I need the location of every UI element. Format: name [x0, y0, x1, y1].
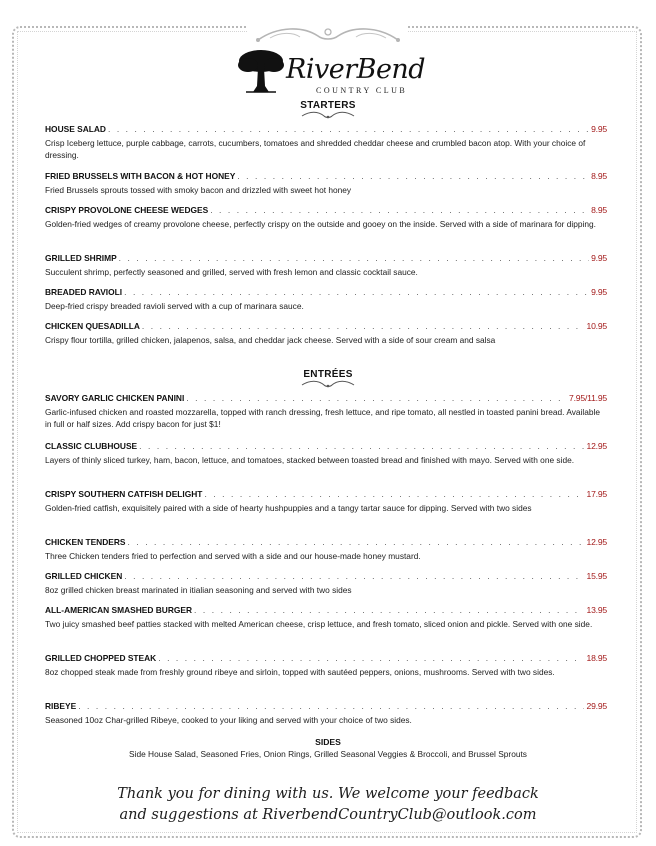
menu-item	[45, 571, 607, 596]
dot-leader	[108, 124, 589, 134]
item-price: 15.95	[586, 571, 607, 581]
item-name: GRILLED SHRIMP	[45, 253, 117, 263]
top-scroll-ornament	[248, 22, 408, 48]
menu-item	[45, 653, 607, 678]
item-name: CRISPY SOUTHERN CATFISH DELIGHT	[45, 489, 203, 499]
dot-leader	[186, 393, 567, 403]
menu-item	[45, 701, 607, 726]
starters-heading: STARTERS	[300, 100, 356, 111]
item-name: SAVORY GARLIC CHICKEN PANINI	[45, 393, 185, 403]
dot-leader	[78, 701, 584, 711]
dot-leader	[139, 441, 584, 451]
item-description: Succulent shrimp, perfectly seasoned and grilled, served with fresh lemon and classic cocktail sauce.	[45, 267, 418, 277]
menu-item	[45, 287, 607, 312]
dot-leader	[142, 321, 585, 331]
dot-leader	[204, 489, 584, 499]
feedback-email-line: and suggestions at RiverbendCountryClub@outlook.com	[119, 807, 537, 823]
item-price: 9.95	[591, 287, 607, 297]
item-price: 9.95	[591, 253, 607, 263]
item-description: Crispy flour tortilla, grilled chicken, jalapenos, salsa, and cheddar jack cheese. Served with a side of sour cream and salsa	[45, 335, 496, 345]
starters-flourish	[300, 111, 356, 121]
club-subtitle: COUNTRY CLUB	[316, 86, 408, 95]
menu-item	[45, 124, 607, 161]
item-price: 12.95	[586, 537, 607, 547]
menu-item	[45, 321, 607, 346]
item-name: HOUSE SALAD	[45, 124, 106, 134]
menu-item	[45, 253, 607, 278]
item-price: 8.95	[591, 205, 607, 215]
menu-item	[45, 393, 607, 430]
club-logo	[236, 48, 426, 100]
item-name: GRILLED CHICKEN	[45, 571, 123, 581]
entrees-flourish	[300, 380, 356, 390]
sides-heading: SIDES	[315, 737, 341, 747]
item-name: RIBEYE	[45, 701, 77, 711]
item-name: CHICKEN QUESADILLA	[45, 321, 140, 331]
item-description: Seasoned 10oz Char-grilled Ribeye, cooked to your liking and served with your choice of two sides.	[45, 715, 412, 725]
dot-leader	[237, 171, 589, 181]
item-name: ALL-AMERICAN SMASHED BURGER	[45, 605, 193, 615]
item-name: FRIED BRUSSELS WITH BACON & HOT HONEY	[45, 171, 236, 181]
item-description: Golden-fried catfish, exquisitely paired with a side of hearty hushpuppies and a tangy tartar sauce for dipping. Served with two sides	[45, 503, 532, 513]
dot-leader	[119, 253, 589, 263]
dot-leader	[210, 205, 589, 215]
item-description: 8oz chopped steak made from freshly ground ribeye and sirloin, topped with sautéed peppers, onions, mushrooms. Served with two sides.	[45, 667, 555, 677]
item-price: 13.95	[586, 605, 607, 615]
item-price: 17.95	[586, 489, 607, 499]
dot-leader	[124, 287, 589, 297]
menu-item	[45, 605, 607, 630]
menu-item	[45, 441, 607, 466]
menu-item	[45, 205, 607, 230]
item-description: Layers of thinly sliced turkey, ham, bacon, lettuce, and tomatoes, stacked between toasted bread and finished with mayo. Served with one side.	[45, 455, 575, 465]
menu-item	[45, 489, 607, 514]
oak-tree-icon	[236, 48, 286, 94]
item-name: CRISPY PROVOLONE CHEESE WEDGES	[45, 205, 209, 215]
item-price: 18.95	[586, 653, 607, 663]
item-price: 29.95	[586, 701, 607, 711]
entrees-heading: ENTRÉES	[303, 369, 353, 380]
dot-leader	[194, 605, 584, 615]
item-price: 12.95	[586, 441, 607, 451]
item-price: 7.95/11.95	[569, 393, 607, 403]
item-price: 9.95	[591, 124, 607, 134]
dot-leader	[124, 571, 584, 581]
item-name: GRILLED CHOPPED STEAK	[45, 653, 157, 663]
dot-leader	[158, 653, 584, 663]
item-price: 10.95	[586, 321, 607, 331]
item-description: Crisp Iceberg lettuce, purple cabbage, carrots, cucumbers, tomatoes and shredded cheddar cheese and crumbled bacon atop. With your choice of dressing.	[45, 138, 586, 160]
item-description: Three Chicken tenders fried to perfection and served with a side and our house-made honey mustard.	[45, 551, 421, 561]
thank-you-line: Thank you for dining with us. We welcome your feedback	[117, 786, 539, 802]
menu-item	[45, 171, 607, 196]
club-name: RiverBend	[286, 54, 426, 85]
item-description: Two juicy smashed beef patties stacked with melted American cheese, crisp lettuce, and fresh tomato, sliced onion and pickle. Served with one side.	[45, 619, 593, 629]
item-description: Fried Brussels sprouts tossed with smoky bacon and drizzled with sweet hot honey	[45, 185, 352, 195]
item-price: 8.95	[591, 171, 607, 181]
item-name: CHICKEN TENDERS	[45, 537, 126, 547]
item-description: Golden-fried wedges of creamy provolone cheese, perfectly crispy on the outside and gooey on the inside. Served with a side of marinara for dipping.	[45, 219, 597, 229]
item-description: Garlic-infused chicken and roasted mozzarella, topped with ranch dressing, fresh lettuce, and ripe tomato, all nestled in toasted panini bread. Available in full or half sizes. Add crispy bacon for just $1!	[45, 407, 601, 429]
item-description: Deep-fried crispy breaded ravioli served with a cup of marinara sauce.	[45, 301, 304, 311]
sides-list: Side House Salad, Seasoned Fries, Onion Rings, Grilled Seasonal Veggies & Broccoli, and Brussel Sprouts	[129, 749, 527, 759]
menu-item	[45, 537, 607, 562]
dot-leader	[128, 537, 585, 547]
item-name: CLASSIC CLUBHOUSE	[45, 441, 138, 451]
item-description: 8oz grilled chicken breast marinated in itialian seasoning and served with two sides	[45, 585, 352, 595]
item-name: BREADED RAVIOLI	[45, 287, 123, 297]
